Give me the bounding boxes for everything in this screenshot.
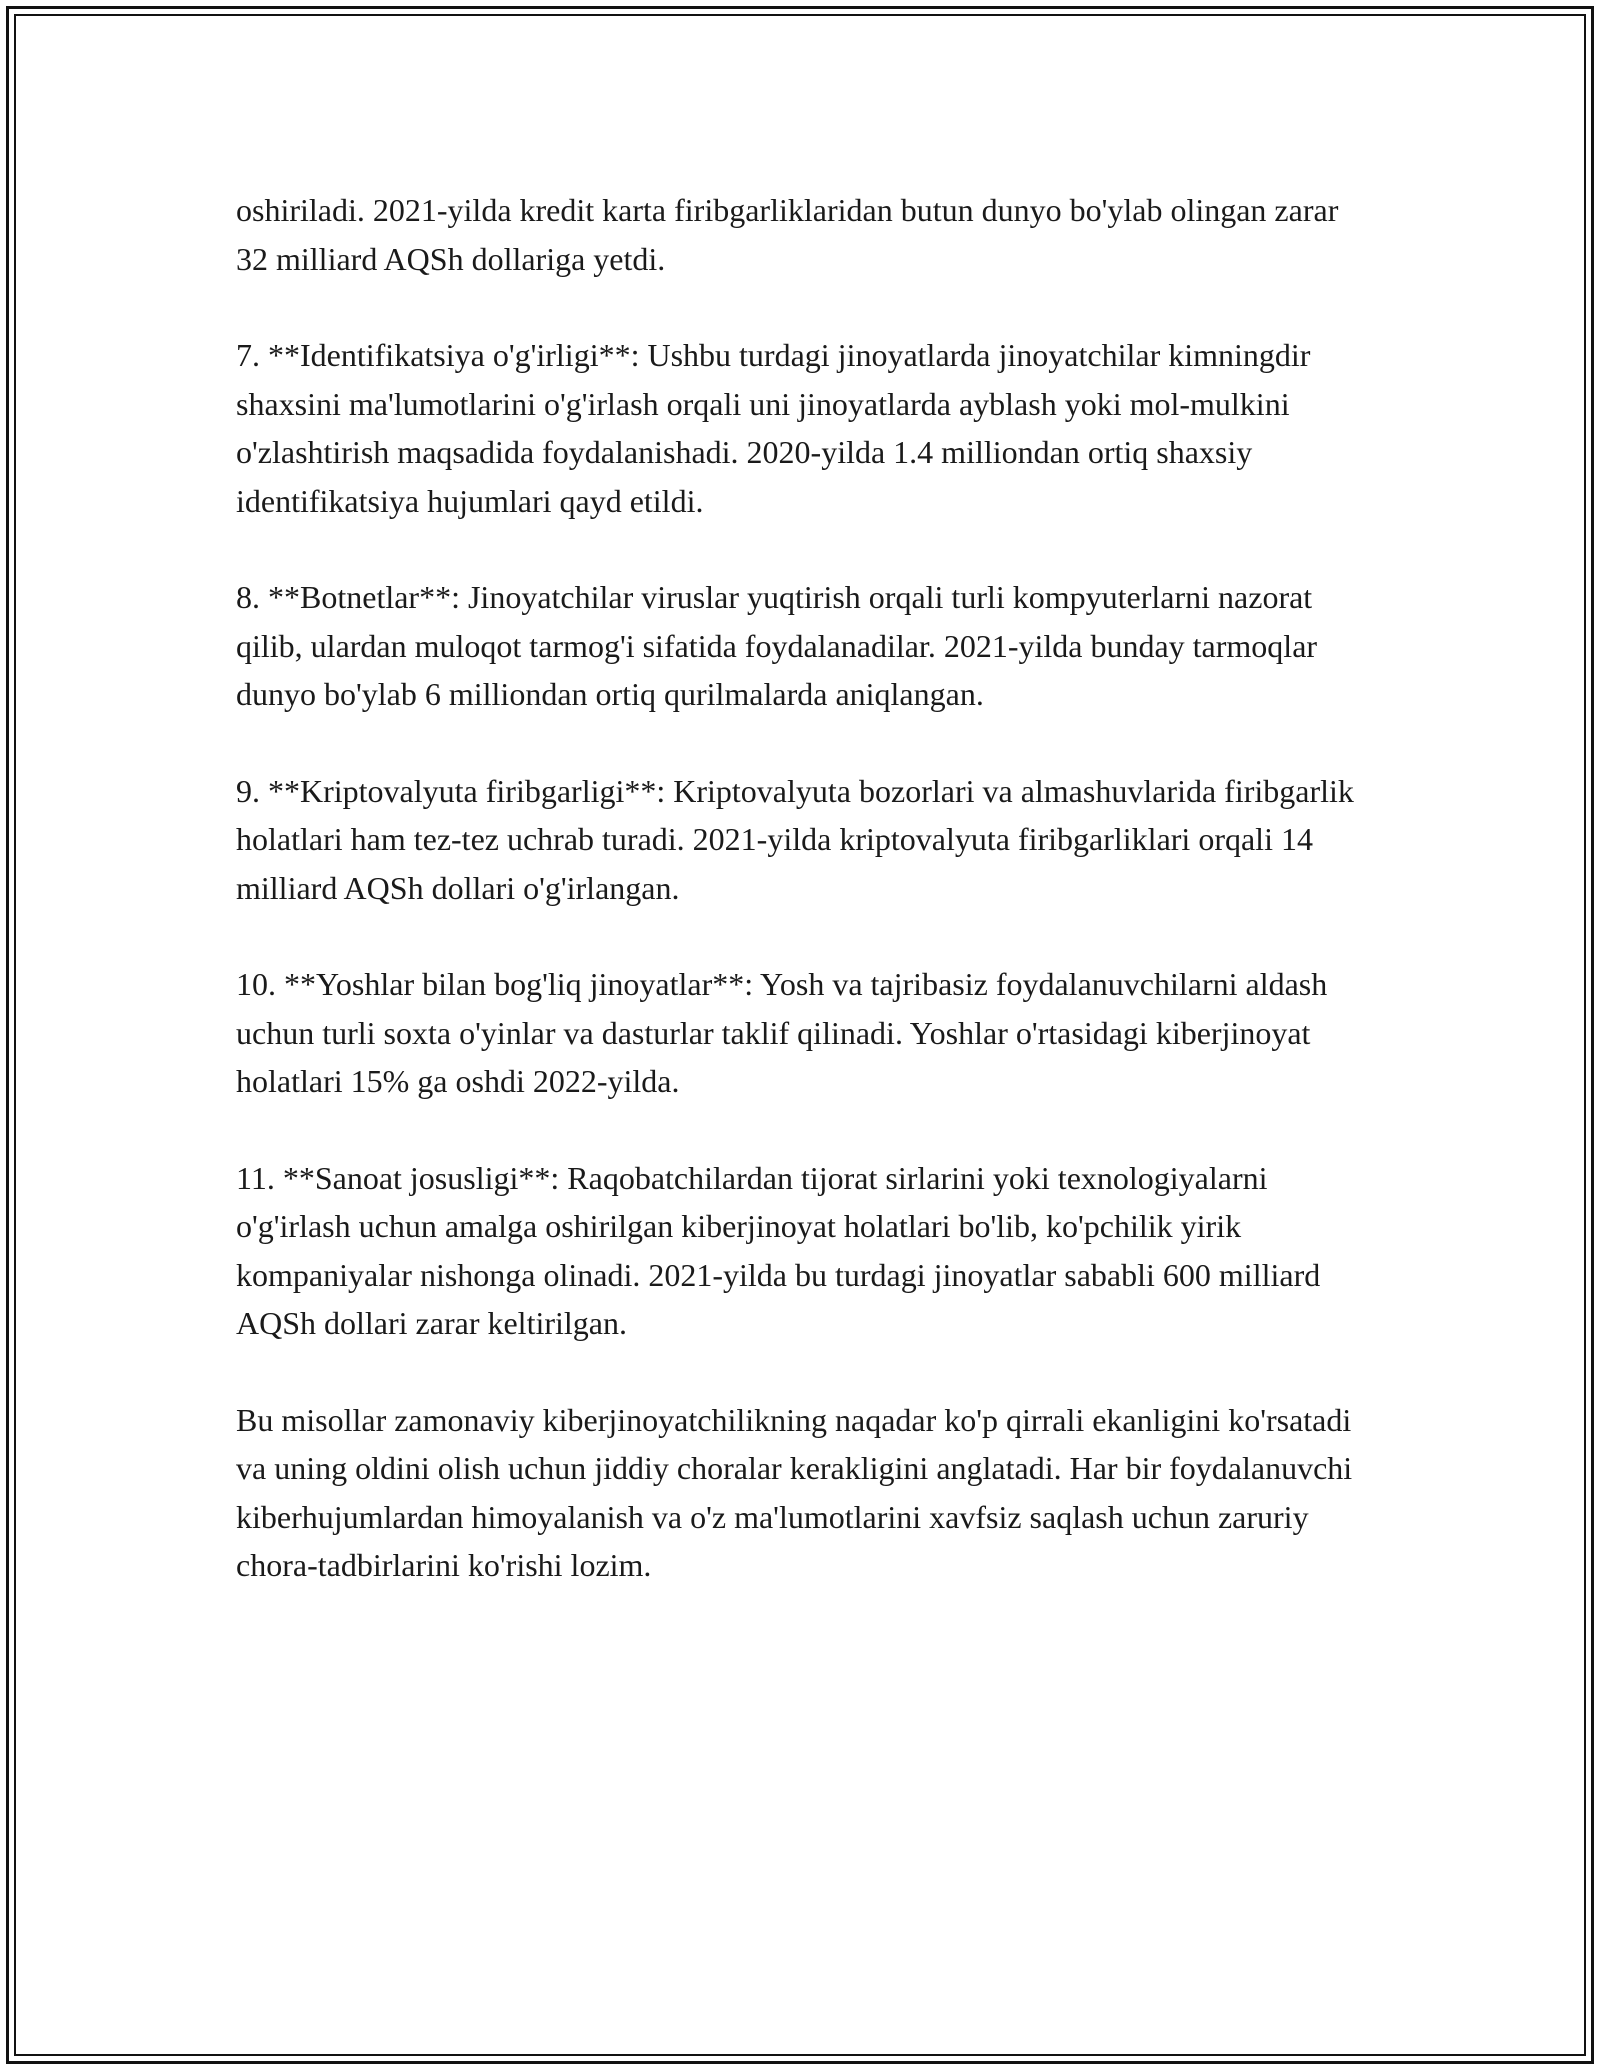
document-body [236, 186, 1376, 1590]
paragraph-item-10: 10. **Yoshlar bilan bog'liq jinoyatlar**: Yosh va tajribasiz foydalanuvchilarni aldash uchun turli soxta o'yinlar va dasturlar taklif qilinadi. Yoshlar o'rtasidagi kiberjinoyat holatlari 15% ga oshdi 2022-yilda. [236, 966, 1328, 1099]
paragraph-item-11: 11. **Sanoat josusligi**: Raqobatchilardan tijorat sirlarini yoki texnologiyalarni o'g'irlash uchun amalga oshirilgan kiberjinoyat holatlari bo'lib, ko'pchilik yirik kompaniyalar nishonga olinadi. 2021-yilda bu turdagi jinoyatlar sababli 600 milliard AQSh dollari zarar keltirilgan. [236, 1159, 1321, 1341]
paragraph-item-7: 7. **Identifikatsiya o'g'irligi**: Ushbu turdagi jinoyatlarda jinoyatchilar kimningdir shaxsini ma'lumotlarini o'g'irlash orqali uni jinoyatlarda ayblash yoki mol-mulkini o'zlashtirish maqsadida foydalanishadi. 2020-yilda 1.4 milliondan ortiq shaxsiy identifikatsiya hujumlari qayd etildi. [236, 337, 1311, 519]
paragraph-item-9: 9. **Kriptovalyuta firibgarligi**: Kriptovalyuta bozorlari va almashuvlarida firibgarlik holatlari ham tez-tez uchrab turadi. 2021-yilda kriptovalyuta firibgarliklari orqali 14 milliard AQSh dollari o'g'irlangan. [236, 772, 1354, 906]
paragraph-continuation: oshiriladi. 2021-yilda kredit karta firibgarliklaridan butun dunyo bo'ylab olingan zarar 32 milliard AQSh dollariga yetdi. [236, 192, 1339, 277]
paragraph-item-8: 8. **Botnetlar**: Jinoyatchilar viruslar yuqtirish orqali turli kompyuterlarni nazorat qilib, ulardan muloqot tarmog'i sifatida foydalanadilar. 2021-yilda bunday tarmoqlar dunyo bo'ylab 6 milliondan ortiq qurilmalarda aniqlangan. [236, 579, 1318, 712]
paragraph-conclusion: Bu misollar zamonaviy kiberjinoyatchilikning naqadar ko'p qirrali ekanligini ko'rsatadi va uning oldini olish uchun jiddiy choralar kerakligini anglatadi. Har bir foydalanuvchi kiberhujumlardan himoyalanish va o'z ma'lumotlarini xavfsiz saqlash uchun zaruriy chora-tadbirlarini ko'rishi lozim. [236, 1401, 1353, 1583]
